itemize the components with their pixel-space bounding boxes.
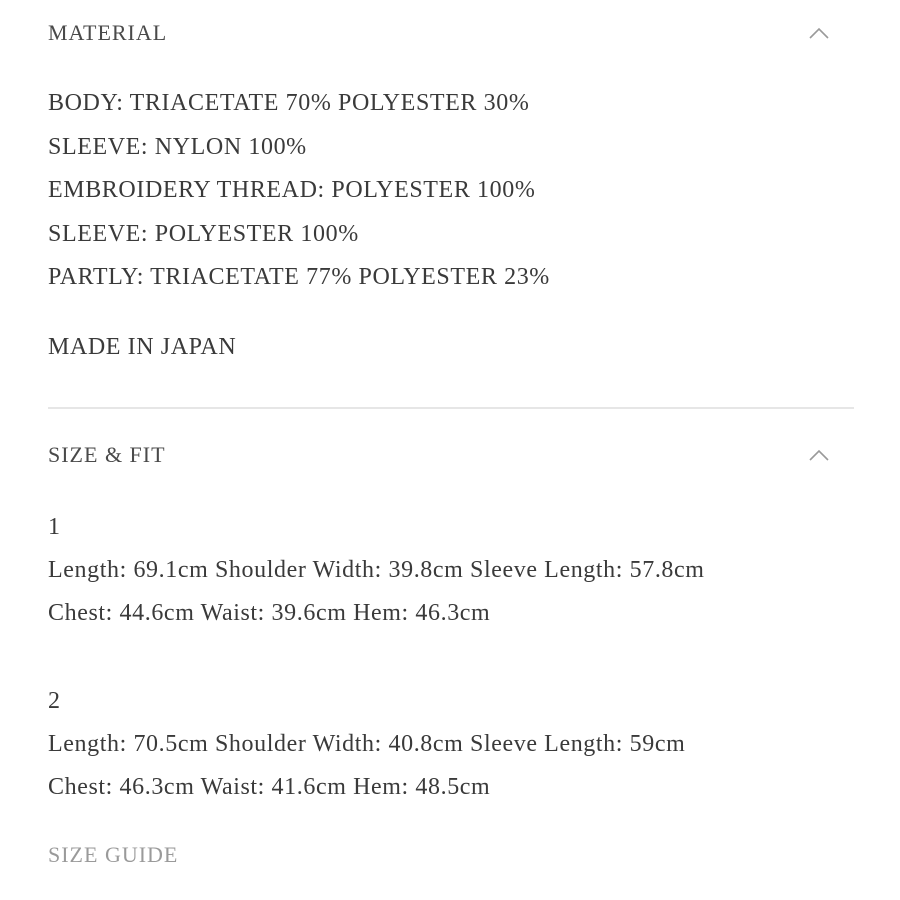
- material-line-partly: PARTLY: TRIACETATE 77% POLYESTER 23%: [48, 264, 550, 290]
- size-fit-title: SIZE & FIT: [48, 442, 166, 467]
- chevron-up-icon[interactable]: [808, 26, 830, 40]
- material-line-embroidery: EMBROIDERY THREAD: POLYESTER 100%: [48, 177, 536, 203]
- size-2-measurements-line1: Length: 70.5cm Shoulder Width: 40.8cm Sleeve Length: 59cm: [48, 731, 686, 757]
- size-fit-section-header[interactable]: [48, 440, 854, 470]
- material-line-sleeve: SLEEVE: NYLON 100%: [48, 134, 307, 160]
- section-divider: [48, 407, 854, 409]
- material-line-sleeve-2: SLEEVE: POLYESTER 100%: [48, 221, 359, 247]
- size-label-2: 2: [48, 688, 61, 714]
- size-1-measurements-line1: Length: 69.1cm Shoulder Width: 39.8cm Sleeve Length: 57.8cm: [48, 557, 705, 583]
- material-line-body: BODY: TRIACETATE 70% POLYESTER 30%: [48, 90, 530, 116]
- size-1-measurements-line2: Chest: 44.6cm Waist: 39.6cm Hem: 46.3cm: [48, 600, 491, 626]
- size-label-1: 1: [48, 514, 61, 540]
- material-section-header[interactable]: [48, 18, 854, 48]
- chevron-up-icon[interactable]: [808, 448, 830, 462]
- made-in-label: MADE IN JAPAN: [48, 334, 237, 360]
- material-title: MATERIAL: [48, 20, 168, 45]
- size-guide-link[interactable]: SIZE GUIDE: [48, 842, 179, 867]
- size-2-measurements-line2: Chest: 46.3cm Waist: 41.6cm Hem: 48.5cm: [48, 774, 491, 800]
